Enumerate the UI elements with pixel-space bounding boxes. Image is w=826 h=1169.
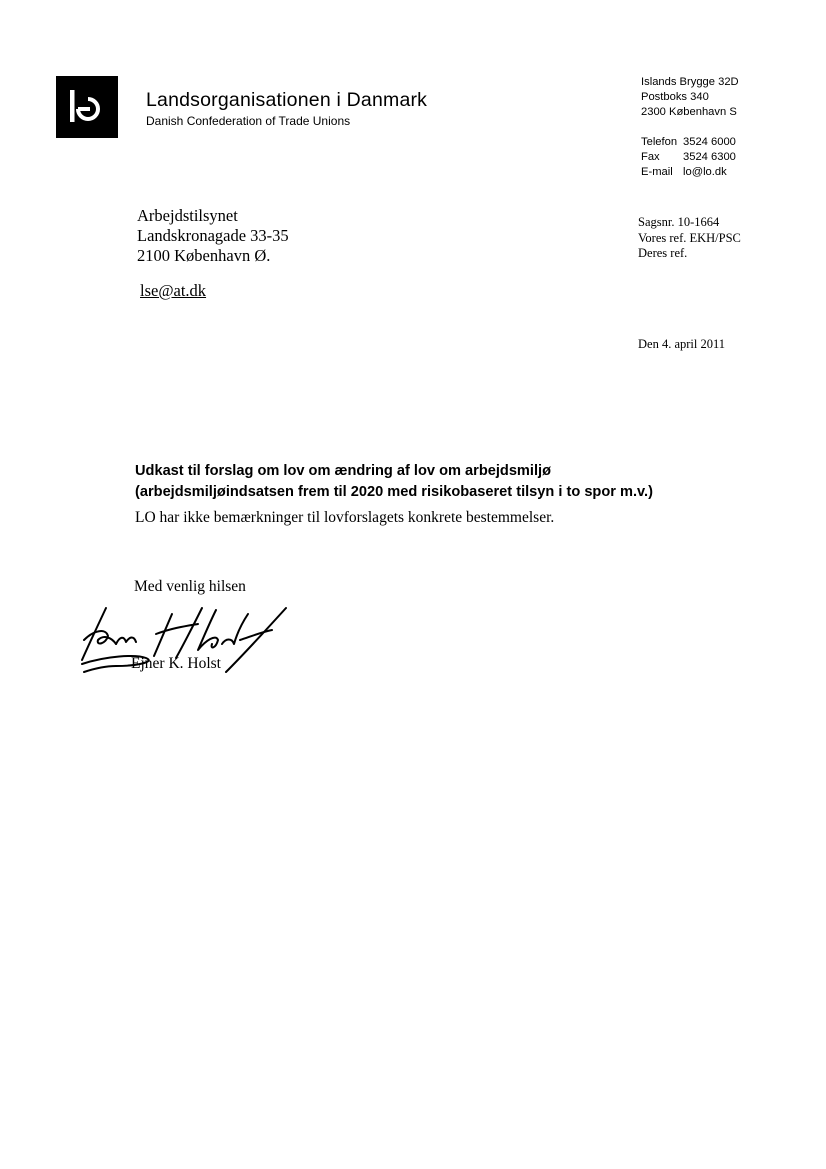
sender-fax-row xyxy=(641,150,821,165)
subject-line: (arbejdsmiljøindsatsen frem til 2020 med risikobaseret tilsyn i to spor m.v.) xyxy=(135,484,653,500)
your-reference: Deres ref. xyxy=(638,246,688,260)
org-subtitle: Danish Confederation of Trade Unions xyxy=(146,114,351,128)
recipient-city: 2100 København Ø. xyxy=(137,246,271,265)
sender-address-block xyxy=(641,75,821,180)
recipient-street: Landskronagade 33-35 xyxy=(137,226,289,245)
lo-logo-mark-icon xyxy=(56,76,118,138)
recipient-name: Arbejdstilsynet xyxy=(137,206,238,225)
our-reference: Vores ref. EKH/PSC xyxy=(638,230,741,245)
sender-address-line: Islands Brygge 32D xyxy=(641,76,739,88)
recipient-email-link[interactable]: lse@at.dk xyxy=(140,281,207,300)
phone-label: Telefon xyxy=(641,136,678,148)
case-number: Sagsnr. 10-1664 xyxy=(638,215,720,229)
letter-date: Den 4. april 2011 xyxy=(638,337,726,351)
fax-value: 3524 6300 xyxy=(683,151,736,163)
sender-phone-row xyxy=(641,135,821,150)
sender-address-line: 2300 København S xyxy=(641,106,737,118)
signer-name: Ejner K. Holst xyxy=(131,655,221,672)
sender-address-line: Postboks 340 xyxy=(641,91,709,103)
recipient-address xyxy=(137,206,289,266)
org-name: Landsorganisationen i Danmark xyxy=(146,89,428,111)
phone-value: 3524 6000 xyxy=(683,136,736,148)
closing-phrase: Med venlig hilsen xyxy=(134,578,246,595)
references-block xyxy=(638,215,741,262)
email-value: lo@lo.dk xyxy=(683,166,727,178)
subject-line: Udkast til forslag om lov om ændring af lov om arbejdsmiljø xyxy=(135,463,551,479)
fax-label: Fax xyxy=(641,151,660,163)
sender-email-row xyxy=(641,165,821,180)
email-label: E-mail xyxy=(641,166,673,178)
letter-subject xyxy=(135,461,653,503)
lo-logo xyxy=(56,76,118,138)
body-paragraph: LO har ikke bemærkninger til lovforslagets konkrete bestemmelser. xyxy=(135,509,555,526)
